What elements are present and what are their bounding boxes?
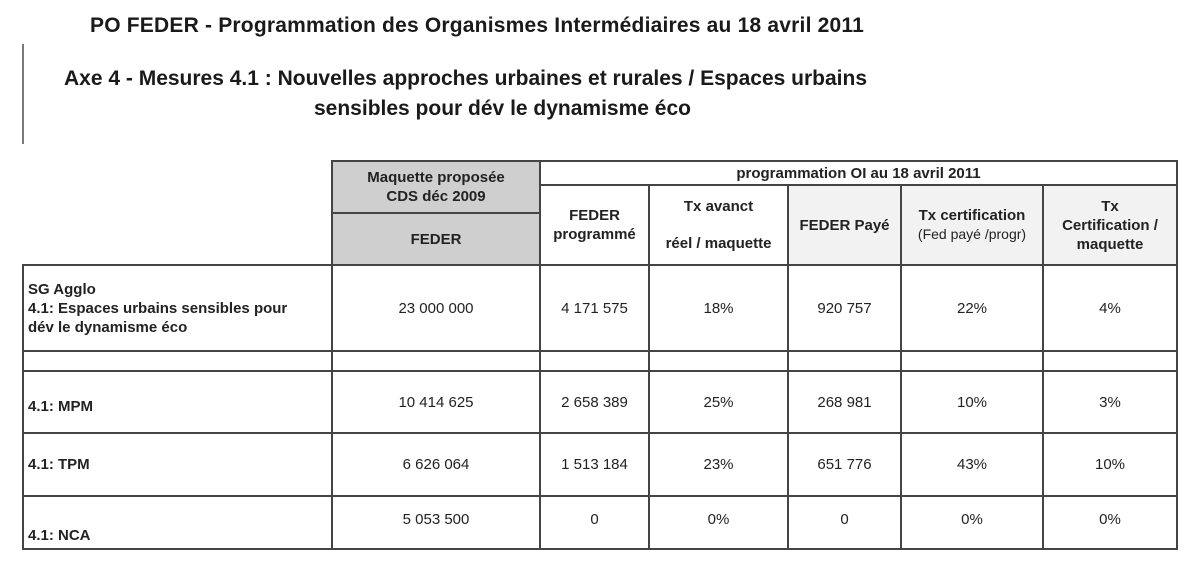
feder-header: FEDER: [332, 213, 540, 265]
cell-programme: 0: [540, 496, 649, 549]
spacer-cell: [540, 351, 649, 371]
spacer-cell: [23, 351, 332, 371]
subtitle-line-2: sensibles pour dév le dynamisme éco: [314, 97, 691, 120]
table-row: [23, 496, 1177, 549]
margin-mark: [22, 44, 24, 144]
spacer-cell: [901, 351, 1043, 371]
header-empty-cell: [23, 161, 332, 265]
cell-tx-avanct: 0%: [649, 496, 788, 549]
cell-programme: 2 658 389: [540, 371, 649, 433]
table-row: [23, 433, 1177, 496]
cell-tx-avanct: 23%: [649, 433, 788, 496]
cell-paye: 920 757: [788, 265, 901, 351]
cell-programme: 1 513 184: [540, 433, 649, 496]
page-title: PO FEDER - Programmation des Organismes Intermédiaires au 18 avril 2011: [90, 14, 865, 37]
tx-certification-header: Tx certification (Fed payé /progr): [901, 185, 1043, 265]
tx-cert-maquette-header: Tx Certification / maquette: [1043, 185, 1177, 265]
cell-feder: 10 414 625: [332, 371, 540, 433]
row-label-sg-agglo: SG Agglo 4.1: Espaces urbains sensibles pour dév le dynamisme éco: [23, 265, 332, 351]
cell-tx-cert-maq: 0%: [1043, 496, 1177, 549]
table-row: [23, 371, 1177, 433]
programmation-table: [22, 160, 1178, 550]
subtitle-line-1: Axe 4 - Mesures 4.1 : Nouvelles approches urbaines et rurales / Espaces urbains: [64, 67, 868, 90]
programmation-group-header: programmation OI au 18 avril 2011: [540, 161, 1177, 185]
row-label-mpm: 4.1: MPM: [23, 371, 332, 433]
cell-tx-cert-maq: 10%: [1043, 433, 1177, 496]
cell-tx-avanct: 25%: [649, 371, 788, 433]
cell-paye: 651 776: [788, 433, 901, 496]
feder-programme-header: FEDER programmé: [540, 185, 649, 265]
cell-tx-cert-maq: 3%: [1043, 371, 1177, 433]
cell-feder: 6 626 064: [332, 433, 540, 496]
row-label-nca: 4.1: NCA: [23, 496, 332, 549]
cell-tx-certif: 43%: [901, 433, 1043, 496]
cell-paye: 268 981: [788, 371, 901, 433]
spacer-row: [23, 351, 1177, 371]
cell-tx-certif: 0%: [901, 496, 1043, 549]
cell-tx-certif: 22%: [901, 265, 1043, 351]
cell-tx-certif: 10%: [901, 371, 1043, 433]
spacer-cell: [649, 351, 788, 371]
row-label-tpm: 4.1: TPM: [23, 433, 332, 496]
spacer-cell: [332, 351, 540, 371]
cell-paye: 0: [788, 496, 901, 549]
table-row: [23, 265, 1177, 351]
cell-tx-avanct: 18%: [649, 265, 788, 351]
cell-feder: 23 000 000: [332, 265, 540, 351]
feder-paye-header: FEDER Payé: [788, 185, 901, 265]
spacer-cell: [788, 351, 901, 371]
cell-programme: 4 171 575: [540, 265, 649, 351]
spacer-cell: [1043, 351, 1177, 371]
cell-feder: 5 053 500: [332, 496, 540, 549]
page-subtitle: [64, 64, 867, 124]
cell-tx-cert-maq: 4%: [1043, 265, 1177, 351]
header-row-1: [23, 161, 1177, 185]
maquette-group-header: Maquette proposée CDS déc 2009: [332, 161, 540, 213]
tx-avanct-header: Tx avanct réel / maquette: [649, 185, 788, 265]
